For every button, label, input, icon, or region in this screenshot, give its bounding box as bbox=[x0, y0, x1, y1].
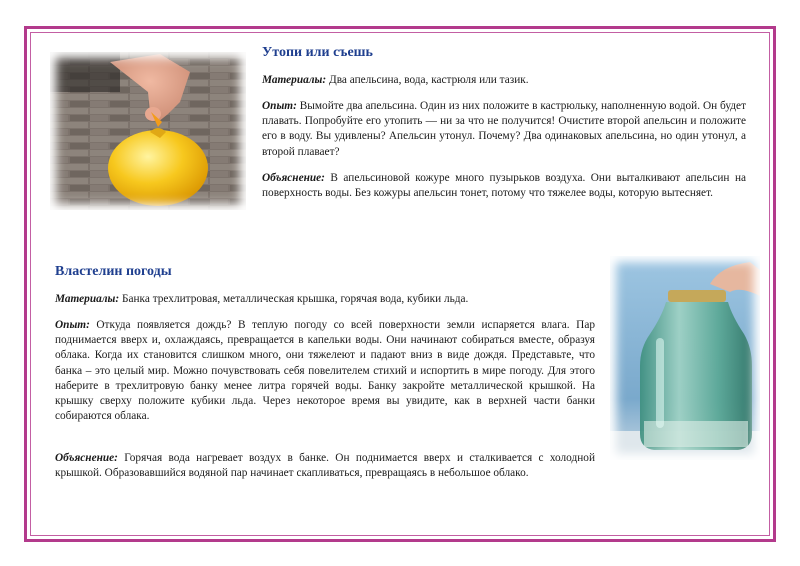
section1-title: Утопи или съешь bbox=[262, 45, 373, 60]
section2-materials-label: Материалы: bbox=[55, 293, 120, 305]
jar-photo bbox=[610, 256, 760, 460]
section1-experiment-text: Вымойте два апельсина. Один из них положите в кастрюльку, наполненную водой. Он будет плавать. Попробуйте его утопить — ни за что не получится! Очистите второй апельсин и положите его в воду. Вы удивлены? Апельсин утонул. Почему? Два одинаковых апельсина, но один утонул, а второй плавает? bbox=[262, 100, 747, 158]
section2-experiment-label: Опыт: bbox=[55, 319, 90, 331]
section2-explanation-label: Объяснение: bbox=[55, 452, 118, 464]
section2-materials bbox=[55, 292, 595, 307]
section2-explanation-text: Горячая вода нагревает воздух в банке. Он поднимается вверх и сталкивается с холодной крышкой. Образовавшийся водяной пар начинает скапливаться, превращаясь в небольшое облако. bbox=[55, 452, 595, 480]
section2-experiment bbox=[55, 318, 595, 424]
section1-explanation-text: В апельсиновой кожуре много пузырьков воздуха. Они выталкивают апельсин на поверхность воды. Без кожуры апельсин тонет, потому что тяжелее воды, которую вытесняет. bbox=[262, 172, 747, 200]
section2-title: Властелин погоды bbox=[55, 264, 172, 279]
section2-experiment-text: Откуда появляется дождь? В теплую погоду со всей поверхности земли испаряется влага. Пар поднимается вверх и, охлаждаясь, превращается в капельки воды. Они начинают собираться вместе, образуя облака. Когда их становится слишком много, они тяжелеют и падают вниз в виде дождя. Представьте, что банка – это целый мир. Можно почувствовать себя повелителем стихий и испортить в мире погоду. Для этого наберите в трехлитровую банку менее литра горячей воды. Банку закройте металлической крышкой. На крышку сверху положите кубики льда. Через некоторое время вы увидите, как в верхней части банки собираются облака. bbox=[55, 319, 595, 423]
section1-explanation bbox=[262, 171, 746, 201]
section1-materials-text: Два апельсина, вода, кастрюля или тазик. bbox=[329, 74, 529, 86]
section1-materials bbox=[262, 73, 746, 88]
section2-materials-text: Банка трехлитровая, металлическая крышка, горячая вода, кубики льда. bbox=[122, 293, 469, 305]
section1-experiment-label: Опыт: bbox=[262, 100, 297, 112]
section2-explanation bbox=[55, 451, 595, 481]
section1-materials-label: Материалы: bbox=[262, 74, 327, 86]
balloon-photo bbox=[50, 52, 246, 210]
section1-explanation-label: Объяснение: bbox=[262, 172, 325, 184]
section1-experiment bbox=[262, 99, 746, 160]
